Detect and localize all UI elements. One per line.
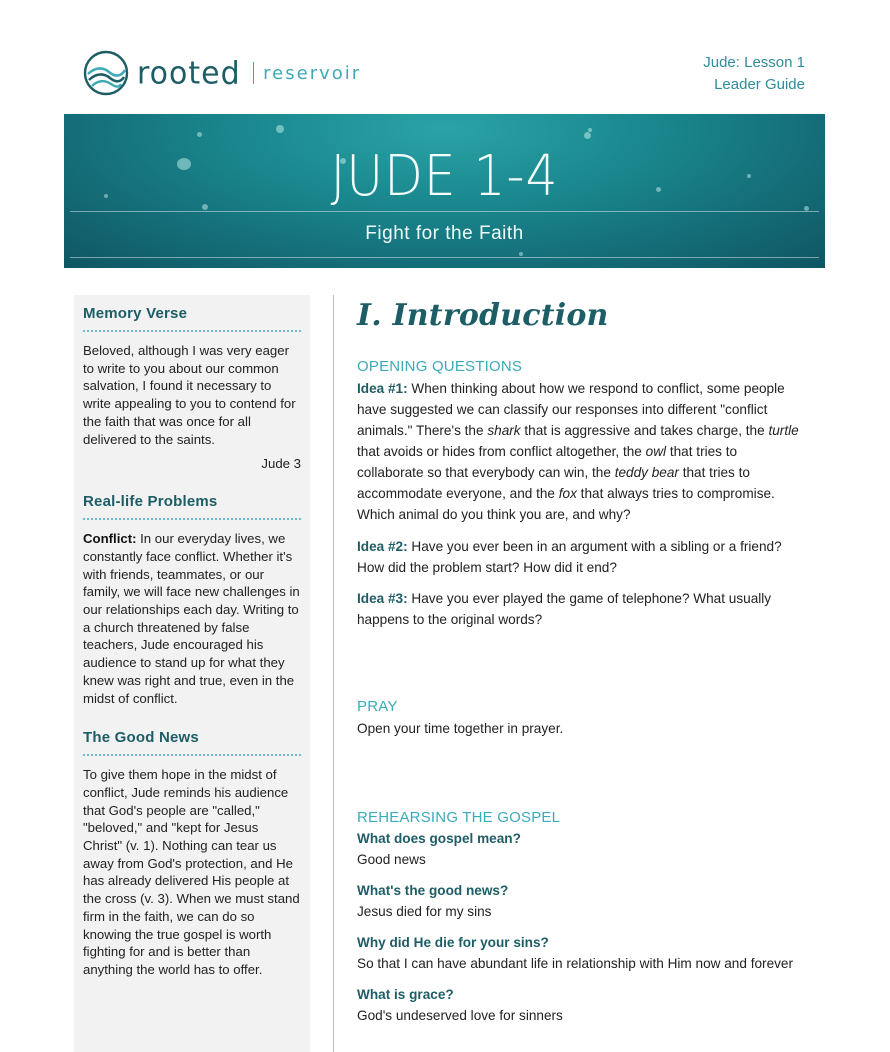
pray-text: Open your time together in prayer. xyxy=(357,721,564,736)
gospel-qa-item xyxy=(357,828,807,870)
gospel-answer: So that I can have abundant life in relationship with Him now and forever xyxy=(357,956,794,971)
idea-1-text: that is aggressive and takes charge, the xyxy=(520,423,769,438)
idea-2-label: Idea #2: xyxy=(357,539,408,554)
conflict-label: Conflict: xyxy=(83,531,137,547)
bubble xyxy=(276,125,284,133)
bubble xyxy=(197,132,202,137)
good-news-heading: The Good News xyxy=(83,729,199,747)
banner-rule-bottom xyxy=(70,257,819,258)
main-content xyxy=(357,298,807,1026)
fox-term: fox xyxy=(558,486,577,501)
gospel-answer: Jesus died for my sins xyxy=(357,904,492,919)
gospel-question: What is grace? xyxy=(357,987,454,1002)
section-divider xyxy=(83,518,301,520)
idea-2-text: Have you ever been in an argument with a sibling or a friend? How did the problem start? How did it end? xyxy=(357,539,782,575)
real-life-problems-text xyxy=(83,530,301,707)
lesson-guide-type: Leader Guide xyxy=(714,76,805,93)
rooted-logo-icon xyxy=(83,50,129,96)
teddy-bear-term: teddy bear xyxy=(614,465,679,480)
title-banner xyxy=(64,114,825,268)
turtle-term: turtle xyxy=(768,423,799,438)
idea-1 xyxy=(357,378,807,525)
banner-subtitle: Fight for the Faith xyxy=(365,223,524,244)
idea-3 xyxy=(357,588,807,630)
brand-name: rooted xyxy=(137,54,241,92)
conflict-description: In our everyday lives, we constantly face conflict. Whether it's with friends, teammates, or our family, we will face new challenges in our relationships each day. Writing to a church threatened by false teachers, Jude encouraged his audience to stand up for what they knew was right and true, even in the midst of conflict. xyxy=(83,531,300,706)
gospel-question: Why did He die for your sins? xyxy=(357,935,549,950)
owl-term: owl xyxy=(645,444,667,459)
sidebar xyxy=(74,295,310,1052)
bubble xyxy=(519,252,523,256)
idea-1-text: that always tries to compromise. Which animal do you think you are, and why? xyxy=(357,486,775,522)
idea-1-text: that avoids or hides from conflict altogether, the xyxy=(357,444,646,459)
banner-rule-top xyxy=(70,211,819,212)
lesson-title: Jude: Lesson 1 xyxy=(703,54,805,71)
idea-1-label: Idea #1: xyxy=(357,381,408,396)
gospel-question: What does gospel mean? xyxy=(357,831,521,846)
brand-subname: reservoir xyxy=(263,62,362,84)
opening-questions-heading: OPENING QUESTIONS xyxy=(357,358,523,375)
section-divider xyxy=(83,330,301,332)
bubble xyxy=(584,132,591,139)
real-life-problems-heading: Real-life Problems xyxy=(83,493,218,511)
idea-3-label: Idea #3: xyxy=(357,591,408,606)
idea-1-text: When thinking about how we respond to conflict, some people have suggested we can classify our responses into different "conflict animals." There's the xyxy=(357,381,785,438)
lesson-info xyxy=(703,52,805,96)
gospel-qa-item xyxy=(357,984,807,1026)
brand-logo xyxy=(83,50,361,96)
bubble xyxy=(588,128,592,132)
section-title: I. Introduction xyxy=(357,298,609,333)
column-divider xyxy=(333,295,334,1052)
section-divider xyxy=(83,754,301,756)
gospel-qa-item xyxy=(357,932,807,974)
idea-1-text: that tries to accommodate everyone, and the xyxy=(357,465,750,501)
idea-3-text: Have you ever played the game of telephone? What usually happens to the original words? xyxy=(357,591,772,627)
gospel-answer: Good news xyxy=(357,852,426,867)
gospel-qa-item xyxy=(357,880,807,922)
pray-heading: PRAY xyxy=(357,698,398,715)
brand-divider xyxy=(253,62,255,84)
memory-verse-heading: Memory Verse xyxy=(83,305,188,322)
shark-term: shark xyxy=(487,423,521,438)
gospel-answer: God's undeserved love for sinners xyxy=(357,1008,563,1023)
rehearsing-gospel-heading: REHEARSING THE GOSPEL xyxy=(357,809,561,826)
gospel-question: What's the good news? xyxy=(357,883,509,898)
memory-verse-text: Beloved, although I was very eager to write to you about our common salvation, I found it necessary to write appealing to you to contend for the faith that was once for all delivered to the saints. xyxy=(83,343,296,447)
idea-2 xyxy=(357,536,807,578)
banner-title: JUDE 1-4 xyxy=(330,144,559,209)
idea-1-text: that tries to collaborate so that everybody can win, the xyxy=(357,444,738,480)
memory-verse-reference: Jude 3 xyxy=(261,456,301,472)
good-news-text: To give them hope in the midst of conflict, Jude reminds his audience that God's people are "called," "beloved," and "kept for Jesus Christ" (v. 1). Nothing can tear us away from God's protection, and He has already delivered His people at the cross (v. 3). When we must stand firm in the faith, we can do so knowing the true gospel is worth fighting for and is better than anything the world has to offer. xyxy=(83,767,300,977)
